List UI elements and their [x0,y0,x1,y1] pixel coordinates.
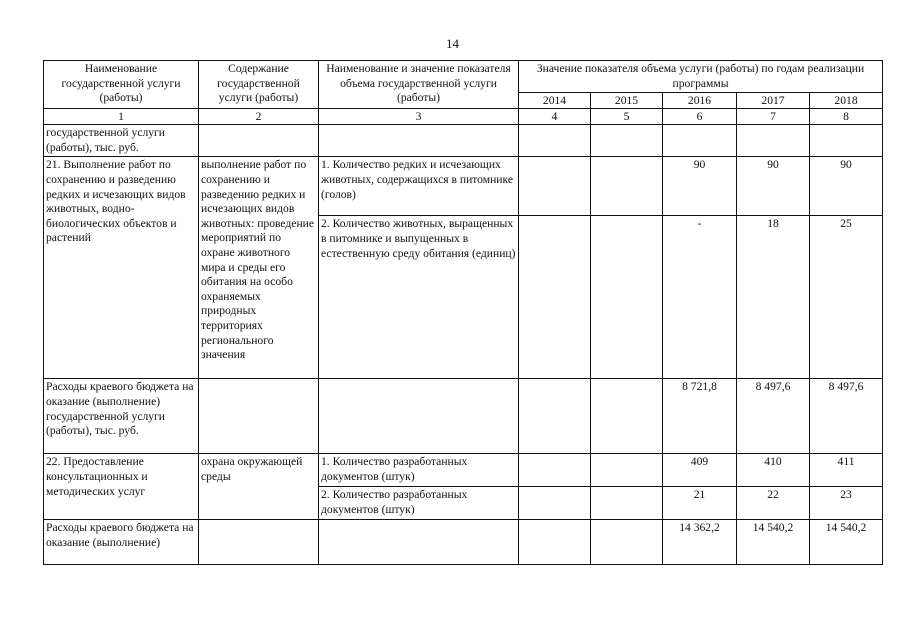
value-2015 [591,216,663,379]
header-year: 2014 [519,93,591,109]
value-2015 [591,454,663,487]
service-22-expenses-row [44,520,883,565]
value-2018: 90 [810,157,883,216]
table-cell [591,125,663,157]
value-2015 [591,487,663,520]
service-21-expenses-row [44,379,883,454]
continuation-row [44,125,883,157]
value-2015 [591,520,663,565]
continuation-label: государственной услуги (работы), тыс. руб. [44,125,199,157]
value-2017: 90 [737,157,810,216]
column-index: 6 [663,109,737,125]
value-2017: 8 497,6 [737,379,810,454]
header-year: 2018 [810,93,883,109]
header-service-name: Наименование государственной услуги (работы) [44,61,199,109]
header-row [44,61,883,93]
value-2016: - [663,216,737,379]
value-2014 [519,487,591,520]
service-21-indicator-1-label: 1. Количество редких и исчезающих животных, содержащихся в питомнике (голов) [319,157,519,216]
value-2018: 14 540,2 [810,520,883,565]
service-21-expenses-label: Расходы краевого бюджета на оказание (выполнение) государственной услуги (работы), тыс. руб. [44,379,199,454]
service-21-content: выполнение работ по сохранению и разведению редких и исчезающих видов животных: проведение мероприятий по охране животного мира и среды его обитания на особо охраняемых природных территориях регионального значения [199,157,319,379]
value-2018: 8 497,6 [810,379,883,454]
header-year: 2016 [663,93,737,109]
value-2017: 14 540,2 [737,520,810,565]
value-2016: 409 [663,454,737,487]
value-2014 [519,379,591,454]
value-2016: 90 [663,157,737,216]
service-21-name: 21. Выполнение работ по сохранению и разведению редких и исчезающих видов животных, водно-биологических объектов и растений [44,157,199,379]
page-number: 14 [446,36,459,51]
header-year: 2017 [737,93,810,109]
header-year: 2015 [591,93,663,109]
service-22-indicator-2-label: 2. Количество разработанных документов (штук) [319,487,519,520]
table-cell [199,379,319,454]
value-2016: 8 721,8 [663,379,737,454]
value-2017: 22 [737,487,810,520]
column-index: 4 [519,109,591,125]
column-index-row [44,109,883,125]
table-cell [319,379,519,454]
value-2017: 410 [737,454,810,487]
table-cell [199,520,319,565]
value-2014 [519,216,591,379]
service-22-indicator-1-label: 1. Количество разработанных документов (штук) [319,454,519,487]
value-2014 [519,454,591,487]
column-index: 5 [591,109,663,125]
value-2015 [591,157,663,216]
column-index: 2 [199,109,319,125]
service-21-indicator-2-label: 2. Количество животных, выращенных в питомнике и выпущенных в естественную среду обитания (единиц) [319,216,519,379]
service-22-expenses-label: Расходы краевого бюджета на оказание (выполнение) [44,520,199,565]
service-22-indicator-1-row [44,454,883,487]
column-index: 1 [44,109,199,125]
value-2017: 18 [737,216,810,379]
column-index: 7 [737,109,810,125]
value-2015 [591,379,663,454]
value-2014 [519,157,591,216]
value-2018: 411 [810,454,883,487]
header-service-content: Содержание государственной услуги (работы) [199,61,319,109]
table-cell [199,125,319,157]
header-values-group: Значение показателя объема услуги (работы) по годам реализации программы [519,61,883,93]
header-indicator: Наименование и значение показателя объема государственной услуги (работы) [319,61,519,109]
value-2014 [519,520,591,565]
value-2018: 25 [810,216,883,379]
service-22-name: 22. Предоставление консультационных и методических услуг [44,454,199,520]
table-cell [810,125,883,157]
column-index: 8 [810,109,883,125]
value-2016: 14 362,2 [663,520,737,565]
table-cell [319,520,519,565]
budget-services-table [43,60,883,565]
service-21-indicator-1-row [44,157,883,216]
table-cell [737,125,810,157]
service-22-content: охрана окружающей среды [199,454,319,520]
column-index: 3 [319,109,519,125]
table-cell [663,125,737,157]
value-2016: 21 [663,487,737,520]
table-cell [519,125,591,157]
value-2018: 23 [810,487,883,520]
table-cell [319,125,519,157]
